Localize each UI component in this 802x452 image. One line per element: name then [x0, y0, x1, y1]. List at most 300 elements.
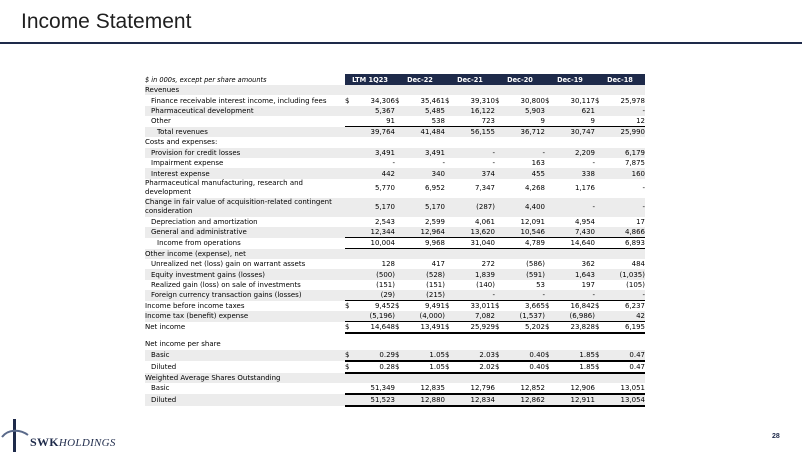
cell-value: [505, 373, 545, 383]
currency-symbol: [595, 127, 605, 138]
cell-value: -: [392, 159, 395, 168]
cell-value: [455, 85, 495, 95]
currency-symbol: $: [445, 96, 450, 105]
currency-symbol: [595, 290, 605, 301]
cell-value: 3,665: [524, 302, 545, 311]
cell-value: 12,911: [555, 394, 595, 406]
cell-value: [605, 373, 645, 383]
table-row: [145, 373, 645, 383]
units-note: $ in 000s, except per share amounts: [145, 74, 345, 85]
cell-value: 33,011: [470, 302, 495, 311]
currency-symbol: [445, 158, 455, 168]
cell-value: 12,862: [505, 394, 545, 406]
currency-symbol: [595, 198, 605, 217]
cell-value: 14,648: [355, 322, 395, 334]
cell-value: 6,195: [605, 322, 645, 334]
currency-symbol: $: [445, 350, 455, 361]
cell-value: 4,789: [505, 238, 545, 249]
table-row: [145, 290, 645, 301]
currency-symbol: [545, 198, 555, 217]
currency-symbol: [545, 249, 555, 259]
column-header-0: LTM 1Q23: [345, 74, 395, 85]
cell-value: 51,523: [355, 394, 395, 406]
cell-value: [505, 339, 545, 349]
currency-symbol: [495, 373, 505, 383]
currency-symbol: [495, 127, 505, 138]
cell-value: (151): [426, 280, 445, 289]
cell-value: 12,880: [405, 394, 445, 406]
cell-value: [455, 373, 495, 383]
currency-symbol: [545, 290, 555, 301]
row-label: Depreciation and amortization: [151, 217, 258, 226]
currency-symbol: $: [595, 350, 605, 361]
table-row: [145, 85, 645, 95]
currency-symbol: [345, 280, 355, 290]
column-header-4: Dec-19: [545, 74, 595, 85]
currency-symbol: [345, 373, 355, 383]
currency-symbol: [495, 227, 505, 238]
cell-value: 12,091: [520, 217, 545, 226]
cell-value: 6,952: [424, 184, 445, 193]
cell-value: [605, 339, 645, 349]
currency-symbol: [345, 127, 355, 138]
currency-symbol: [495, 383, 505, 394]
currency-symbol: [495, 198, 505, 217]
cell-value: [555, 373, 595, 383]
table-row: [145, 227, 645, 238]
cell-value: (5,196): [355, 311, 395, 322]
cell-value: 484: [631, 260, 645, 269]
table-row: [145, 311, 645, 322]
row-label: Change in fair value of acquisition-related contingent consideration: [145, 198, 345, 217]
cell-value: 1,839: [455, 269, 495, 279]
cell-value: -: [592, 159, 595, 168]
currency-symbol: [445, 137, 455, 147]
cell-value: 3,491: [355, 148, 395, 158]
cell-value: 51,349: [355, 383, 395, 394]
cell-value: [405, 373, 445, 383]
column-header-2: Dec-21: [445, 74, 495, 85]
currency-symbol: [445, 290, 455, 301]
cell-value: 417: [431, 260, 445, 269]
table-row: [145, 339, 645, 349]
cell-value: 16,842: [570, 302, 595, 311]
currency-symbol: [445, 217, 455, 227]
row-label: Total revenues: [145, 127, 345, 138]
cell-value: 7,875: [624, 159, 645, 168]
cell-value: 2.02: [455, 361, 495, 373]
cell-value: 12,835: [405, 383, 445, 394]
cell-value: (591): [505, 269, 545, 279]
currency-symbol: [395, 137, 405, 147]
currency-symbol: [395, 85, 405, 95]
row-label: Net income per share: [145, 340, 221, 349]
currency-symbol: [495, 311, 505, 322]
cell-value: 25,978: [620, 96, 645, 105]
currency-symbol: [545, 259, 555, 269]
currency-symbol: [595, 106, 605, 116]
currency-symbol: [545, 148, 555, 158]
currency-symbol: [445, 179, 455, 198]
logo-vertical-bar: [13, 419, 16, 452]
currency-symbol: [545, 137, 555, 147]
currency-symbol: [395, 106, 405, 116]
currency-symbol: [545, 158, 555, 168]
currency-symbol: [595, 311, 605, 322]
cell-value: 14,640: [555, 238, 595, 249]
cell-value: 1.05: [405, 361, 445, 373]
row-label: Weighted Average Shares Outstanding: [145, 373, 345, 383]
cell-value: 0.47: [605, 350, 645, 361]
currency-symbol: [545, 394, 555, 406]
cell-value: [405, 85, 445, 95]
cell-value: 5,170: [355, 198, 395, 217]
currency-symbol: [395, 339, 405, 349]
cell-value: 0.47: [605, 361, 645, 373]
currency-symbol: [345, 259, 355, 269]
currency-symbol: [395, 269, 405, 279]
cell-value: 9: [505, 116, 545, 127]
row-label: Diluted: [151, 362, 177, 371]
currency-symbol: [345, 148, 355, 158]
currency-symbol: [445, 249, 455, 259]
row-label: Income before income taxes: [145, 301, 245, 310]
cell-value: (287): [455, 198, 495, 217]
currency-symbol: [595, 339, 605, 349]
cell-value: 5,367: [355, 106, 395, 116]
row-label: Finance receivable interest income, including fees: [151, 96, 327, 105]
cell-value: [355, 373, 395, 383]
cell-value: 12,834: [455, 394, 495, 406]
table-row: [145, 116, 645, 127]
cell-value: 362: [581, 260, 595, 269]
cell-value: -: [505, 148, 545, 158]
cell-value: 197: [581, 280, 595, 289]
row-label: Diluted: [145, 394, 345, 406]
currency-symbol: [395, 116, 405, 127]
cell-value: 10,004: [355, 238, 395, 249]
currency-symbol: $: [495, 302, 500, 311]
cell-value: 13,620: [455, 227, 495, 238]
table-header-row: [145, 74, 645, 85]
currency-symbol: [445, 148, 455, 158]
table-row: [145, 394, 645, 406]
currency-symbol: [545, 116, 555, 127]
cell-value: 5,903: [505, 106, 545, 116]
table-row: [145, 217, 645, 227]
row-label: Equity investment gains (losses): [145, 269, 345, 279]
currency-symbol: $: [545, 96, 550, 105]
currency-symbol: [595, 158, 605, 168]
cell-value: [355, 339, 395, 349]
row-label: Unrealized net (loss) gain on warrant assets: [151, 260, 306, 269]
currency-symbol: [345, 339, 355, 349]
cell-value: 455: [505, 168, 545, 178]
cell-value: 5,485: [405, 106, 445, 116]
currency-symbol: [395, 311, 405, 322]
cell-value: 9: [555, 116, 595, 127]
cell-value: 4,866: [605, 227, 645, 238]
cell-value: 12: [605, 116, 645, 127]
currency-symbol: [595, 137, 605, 147]
table-row: [145, 127, 645, 138]
currency-symbol: [395, 259, 405, 269]
currency-symbol: [345, 198, 355, 217]
table-row: [145, 106, 645, 116]
row-label: Net income: [145, 323, 186, 332]
cell-value: 2,543: [374, 217, 395, 226]
title-rule: [0, 42, 802, 44]
currency-symbol: [495, 238, 505, 249]
cell-value: (215): [405, 290, 445, 301]
table-row: [145, 148, 645, 158]
currency-symbol: [545, 106, 555, 116]
cell-value: 16,122: [455, 106, 495, 116]
currency-symbol: [495, 106, 505, 116]
currency-symbol: [395, 179, 405, 198]
currency-symbol: [345, 106, 355, 116]
cell-value: 9,452: [374, 302, 395, 311]
currency-symbol: [345, 85, 355, 95]
currency-symbol: $: [445, 302, 450, 311]
currency-symbol: [395, 168, 405, 178]
logo-wordmark: [30, 435, 116, 450]
currency-symbol: [495, 290, 505, 301]
cell-value: 91: [355, 116, 395, 127]
currency-symbol: [545, 269, 555, 279]
currency-symbol: $: [545, 350, 555, 361]
currency-symbol: [545, 339, 555, 349]
currency-symbol: [445, 168, 455, 178]
cell-value: 4,268: [524, 184, 545, 193]
currency-symbol: [345, 179, 355, 198]
cell-value: -: [605, 290, 645, 301]
cell-value: 25,929: [455, 322, 495, 334]
currency-symbol: [495, 179, 505, 198]
cell-value: [455, 339, 495, 349]
currency-symbol: [445, 227, 455, 238]
currency-symbol: [395, 227, 405, 238]
currency-symbol: [495, 168, 505, 178]
cell-value: 0.40: [505, 350, 545, 361]
row-label: Basic: [145, 350, 345, 361]
page-title: Income Statement: [21, 10, 192, 33]
currency-symbol: [395, 198, 405, 217]
currency-symbol: [545, 383, 555, 394]
cell-value: 25,990: [605, 127, 645, 138]
cell-value: -: [642, 184, 645, 193]
row-label: Realized gain (loss) on sale of investments: [151, 280, 301, 289]
cell-value: 272: [481, 260, 495, 269]
table-row: [145, 350, 645, 361]
currency-symbol: [545, 85, 555, 95]
cell-value: 39,310: [470, 96, 495, 105]
cell-value: 340: [405, 168, 445, 178]
currency-symbol: [345, 238, 355, 249]
cell-value: 4,954: [574, 217, 595, 226]
cell-value: -: [442, 159, 445, 168]
cell-value: 13,054: [605, 394, 645, 406]
cell-value: 6,237: [624, 302, 645, 311]
table-row: [145, 137, 645, 147]
currency-symbol: [495, 259, 505, 269]
cell-value: 30,800: [520, 96, 545, 105]
cell-value: 5,202: [505, 322, 545, 334]
cell-value: 163: [531, 159, 545, 168]
cell-value: 9,491: [424, 302, 445, 311]
currency-symbol: [495, 137, 505, 147]
cell-value: [405, 339, 445, 349]
currency-symbol: [545, 127, 555, 138]
row-label: Impairment expense: [151, 159, 224, 168]
row-label: Revenues: [145, 85, 345, 95]
currency-symbol: [395, 238, 405, 249]
cell-value: -: [505, 290, 545, 301]
currency-symbol: $: [345, 350, 355, 361]
logo-suffix: HOLDINGS: [58, 437, 116, 449]
currency-symbol: [595, 249, 605, 259]
cell-value: 0.40: [505, 361, 545, 373]
logo-brand: SWK: [30, 435, 59, 449]
cell-value: 12,796: [455, 383, 495, 394]
currency-symbol: [445, 259, 455, 269]
currency-symbol: [445, 280, 455, 290]
currency-symbol: [595, 280, 605, 290]
currency-symbol: [495, 249, 505, 259]
cell-value: -: [455, 290, 495, 301]
currency-symbol: [445, 373, 455, 383]
cell-value: 4,061: [474, 217, 495, 226]
currency-symbol: [545, 373, 555, 383]
currency-symbol: [445, 394, 455, 406]
table-row: [145, 280, 645, 290]
cell-value: 0.29: [355, 350, 395, 361]
currency-symbol: [345, 269, 355, 279]
cell-value: 34,306: [370, 96, 395, 105]
currency-symbol: $: [345, 302, 350, 311]
cell-value: [355, 137, 395, 147]
cell-value: 160: [605, 168, 645, 178]
currency-symbol: [595, 148, 605, 158]
currency-symbol: [395, 383, 405, 394]
cell-value: 3,491: [405, 148, 445, 158]
currency-symbol: [495, 339, 505, 349]
currency-symbol: [345, 311, 355, 322]
currency-symbol: [595, 227, 605, 238]
currency-symbol: [445, 106, 455, 116]
cell-value: (500): [355, 269, 395, 279]
column-header-5: Dec-18: [595, 74, 645, 85]
currency-symbol: $: [595, 96, 600, 105]
currency-symbol: [545, 238, 555, 249]
currency-symbol: [445, 85, 455, 95]
currency-symbol: [545, 311, 555, 322]
cell-value: 1,176: [574, 184, 595, 193]
currency-symbol: [345, 290, 355, 301]
cell-value: 128: [381, 260, 395, 269]
cell-value: 42: [605, 311, 645, 322]
cell-value: 621: [555, 106, 595, 116]
currency-symbol: $: [345, 322, 355, 334]
cell-value: 23,828: [555, 322, 595, 334]
cell-value: 374: [455, 168, 495, 178]
currency-symbol: $: [545, 361, 555, 373]
currency-symbol: $: [495, 322, 505, 334]
currency-symbol: [595, 238, 605, 249]
cell-value: 9,968: [405, 238, 445, 249]
currency-symbol: [495, 148, 505, 158]
row-label: General and administrative: [145, 227, 345, 238]
cell-value: [355, 249, 395, 259]
cell-value: 53: [536, 280, 545, 289]
row-label: Interest expense: [145, 168, 345, 178]
cell-value: 338: [555, 168, 595, 178]
currency-symbol: [595, 373, 605, 383]
row-label: Foreign currency transaction gains (losses): [145, 290, 345, 301]
currency-symbol: $: [495, 361, 505, 373]
currency-symbol: [445, 116, 455, 127]
currency-symbol: $: [345, 96, 350, 105]
cell-value: [555, 85, 595, 95]
cell-value: 538: [405, 116, 445, 127]
currency-symbol: [395, 148, 405, 158]
currency-symbol: [445, 238, 455, 249]
cell-value: 7,430: [555, 227, 595, 238]
currency-symbol: $: [545, 302, 550, 311]
cell-value: (29): [355, 290, 395, 301]
table-row: [145, 179, 645, 198]
cell-value: 6,893: [605, 238, 645, 249]
row-label: Costs and expenses:: [145, 138, 218, 147]
currency-symbol: [545, 168, 555, 178]
currency-symbol: [345, 137, 355, 147]
table-row: [145, 249, 645, 259]
cell-value: -: [555, 198, 595, 217]
currency-symbol: [545, 280, 555, 290]
currency-symbol: [345, 227, 355, 238]
cell-value: 7,082: [455, 311, 495, 322]
currency-symbol: [595, 383, 605, 394]
currency-symbol: [595, 179, 605, 198]
cell-value: (4,000): [405, 311, 445, 322]
currency-symbol: $: [395, 302, 400, 311]
currency-symbol: [345, 394, 355, 406]
cell-value: [555, 339, 595, 349]
cell-value: 0.28: [355, 361, 395, 373]
cell-value: [605, 137, 645, 147]
currency-symbol: $: [545, 322, 555, 334]
currency-symbol: [395, 290, 405, 301]
currency-symbol: $: [395, 96, 400, 105]
currency-symbol: [595, 85, 605, 95]
currency-symbol: [495, 269, 505, 279]
column-header-1: Dec-22: [395, 74, 445, 85]
currency-symbol: [345, 168, 355, 178]
row-label: Income tax (benefit) expense: [145, 311, 345, 322]
currency-symbol: [395, 280, 405, 290]
cell-value: 7,347: [474, 184, 495, 193]
cell-value: 2,209: [555, 148, 595, 158]
table-row: [145, 322, 645, 334]
table-body: [145, 85, 645, 406]
currency-symbol: [345, 116, 355, 127]
cell-value: 12,344: [355, 227, 395, 238]
currency-symbol: $: [495, 96, 500, 105]
income-statement-table: [145, 74, 645, 407]
cell-value: -: [492, 159, 495, 168]
currency-symbol: [495, 85, 505, 95]
table-row: [145, 361, 645, 373]
